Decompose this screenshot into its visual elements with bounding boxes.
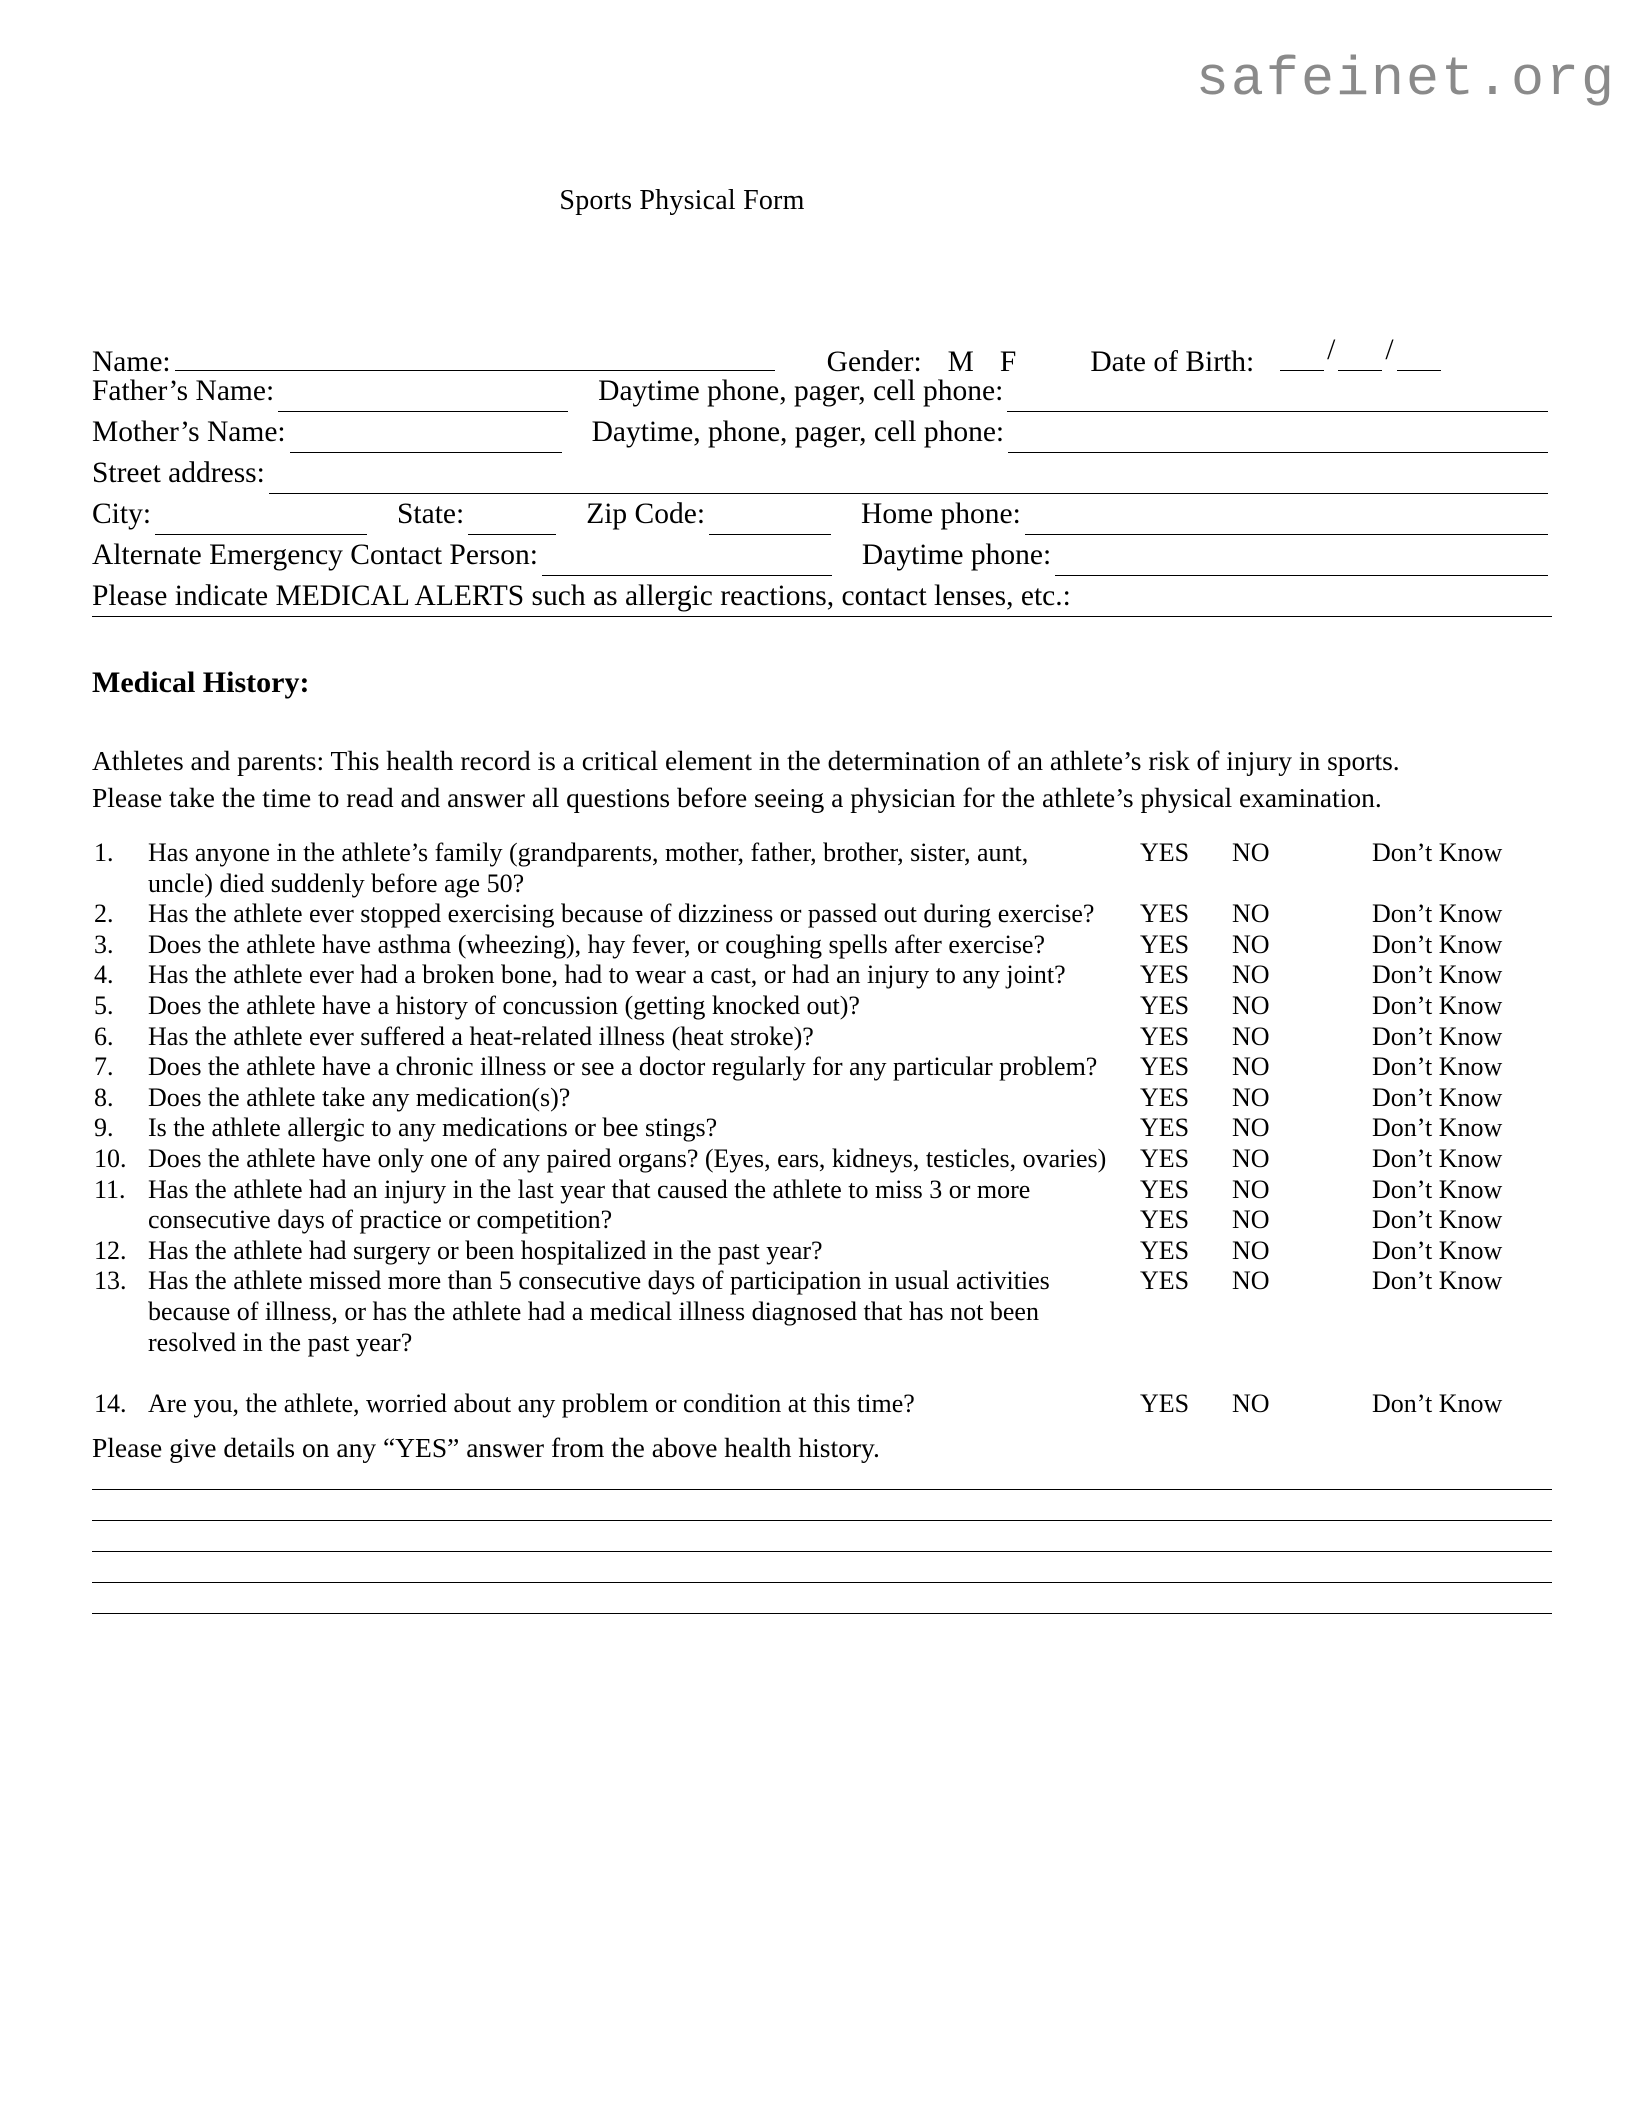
page-title xyxy=(0,185,1644,217)
alternate-contact-input[interactable] xyxy=(542,548,832,576)
answer-options xyxy=(1140,1175,1552,1206)
zip-code-input[interactable] xyxy=(709,507,831,535)
question-number: 10. xyxy=(94,1143,127,1173)
name-row xyxy=(92,330,1552,378)
question-text: Has the athlete ever stopped exercising because of dizziness or passed out during exercise? xyxy=(148,899,1095,929)
answer-options xyxy=(1140,1022,1552,1053)
medical-history-intro xyxy=(92,742,1552,816)
answer-option-yes[interactable]: YES xyxy=(1140,899,1190,929)
answer-option-dont-know[interactable]: Don’t Know xyxy=(1372,929,1503,959)
question-row xyxy=(92,899,1552,930)
dob-separator-2: / xyxy=(1385,334,1394,366)
question-row xyxy=(92,1328,1552,1359)
intro-line-1: Athletes and parents: This health record is a critical element in the determination of an athlete’s risk of injury in sports. xyxy=(92,745,1400,776)
question-number: 9. xyxy=(94,1113,114,1143)
question-row xyxy=(92,960,1552,991)
answer-option-no[interactable]: NO xyxy=(1232,1021,1270,1051)
question-row xyxy=(92,1205,1552,1236)
question-row xyxy=(92,930,1552,961)
question-row xyxy=(92,1113,1552,1144)
home-phone-label: Home phone: xyxy=(861,498,1021,530)
father-name-label: Father’s Name: xyxy=(92,375,275,407)
dob-day-field[interactable] xyxy=(1338,345,1382,371)
street-address-row xyxy=(92,453,1552,494)
answer-option-dont-know[interactable]: Don’t Know xyxy=(1372,960,1503,990)
answer-options xyxy=(1140,899,1552,930)
answer-options xyxy=(1140,1083,1552,1114)
dob-separator-1: / xyxy=(1327,334,1336,366)
mother-name-input[interactable] xyxy=(290,425,562,453)
dob-month-field[interactable] xyxy=(1280,345,1324,371)
answer-option-yes[interactable]: YES xyxy=(1140,1388,1190,1418)
father-phone-label: Daytime phone, pager, cell phone: xyxy=(598,375,1004,407)
question-number: 5. xyxy=(94,990,114,1020)
name-label: Name: xyxy=(92,346,171,378)
question-text: Does the athlete have a chronic illness or see a doctor regularly for any particular problem? xyxy=(148,1052,1098,1082)
answer-option-yes[interactable]: YES xyxy=(1140,1174,1190,1204)
details-write-line[interactable] xyxy=(92,1582,1552,1583)
answer-options xyxy=(1140,1113,1552,1144)
question-text: consecutive days of practice or competition? xyxy=(148,1205,613,1235)
question-number: 7. xyxy=(94,1052,114,1082)
answer-options xyxy=(1140,1389,1552,1420)
city-input[interactable] xyxy=(155,507,367,535)
answer-option-dont-know[interactable]: Don’t Know xyxy=(1372,1143,1503,1173)
answer-option-yes[interactable]: YES xyxy=(1140,1143,1190,1173)
answer-option-dont-know[interactable]: Don’t Know xyxy=(1372,1205,1503,1235)
answer-options xyxy=(1140,960,1552,991)
street-address-input[interactable] xyxy=(269,466,1548,494)
answer-option-yes[interactable]: YES xyxy=(1140,960,1190,990)
question-row xyxy=(92,1144,1552,1175)
details-write-line[interactable] xyxy=(92,1551,1552,1552)
answer-option-yes[interactable]: YES xyxy=(1140,838,1190,867)
medical-history-heading: Medical History: xyxy=(92,666,310,699)
question-text: Does the athlete have only one of any paired organs? (Eyes, ears, kidneys, testicles, ovaries) xyxy=(148,1143,1107,1173)
question-text: Does the athlete have a history of concussion (getting knocked out)? xyxy=(148,990,860,1020)
question-number: 4. xyxy=(94,960,114,990)
answer-option-dont-know[interactable]: Don’t Know xyxy=(1372,1021,1503,1051)
question-row xyxy=(92,1236,1552,1267)
question-row xyxy=(92,838,1552,869)
medical-alerts-label: Please indicate MEDICAL ALERTS such as allergic reactions, contact lenses, etc.: xyxy=(92,580,1071,612)
question-row xyxy=(92,869,1552,900)
question-number: 1. xyxy=(94,838,114,867)
answer-option-dont-know[interactable]: Don’t Know xyxy=(1372,1174,1503,1204)
answer-options xyxy=(1140,991,1552,1022)
city-state-zip-row xyxy=(92,494,1552,535)
answer-option-yes[interactable]: YES xyxy=(1140,1205,1190,1235)
question-number: 11. xyxy=(94,1174,126,1204)
answer-option-dont-know[interactable]: Don’t Know xyxy=(1372,1113,1503,1143)
question-text: Are you, the athlete, worried about any problem or condition at this time? xyxy=(148,1388,915,1418)
question-row xyxy=(92,1052,1552,1083)
answer-option-yes[interactable]: YES xyxy=(1140,1113,1190,1143)
question-text: Does the athlete have asthma (wheezing), hay fever, or coughing spells after exercise? xyxy=(148,929,1046,959)
answer-option-yes[interactable]: YES xyxy=(1140,1021,1190,1051)
header-divider xyxy=(92,616,1552,617)
answer-option-no[interactable]: NO xyxy=(1232,1235,1270,1265)
city-label: City: xyxy=(92,498,152,530)
answer-option-yes[interactable]: YES xyxy=(1140,1235,1190,1265)
answer-option-no[interactable]: NO xyxy=(1232,1052,1270,1082)
details-write-line[interactable] xyxy=(92,1489,1552,1490)
question-row xyxy=(92,1022,1552,1053)
answer-option-yes[interactable]: YES xyxy=(1140,1266,1190,1296)
answer-option-yes[interactable]: YES xyxy=(1140,1052,1190,1082)
medical-history-question-list xyxy=(92,838,1552,1419)
answer-options xyxy=(1140,1052,1552,1083)
dob-year-field[interactable] xyxy=(1397,345,1441,371)
answer-option-no[interactable]: NO xyxy=(1232,899,1270,929)
answer-options xyxy=(1140,1144,1552,1175)
question-row xyxy=(92,1083,1552,1114)
page-title-text: Sports Physical Form xyxy=(559,185,805,216)
alternate-daytime-phone-label: Daytime phone: xyxy=(861,539,1052,571)
zip-code-label: Zip Code: xyxy=(586,498,706,530)
question-text: Has the athlete missed more than 5 consecutive days of participation in usual activities xyxy=(148,1266,1050,1296)
answer-option-no[interactable]: NO xyxy=(1232,838,1270,867)
question-row xyxy=(92,1297,1552,1328)
question-number: 6. xyxy=(94,1021,114,1051)
answer-option-no[interactable]: NO xyxy=(1232,1205,1270,1235)
state-input[interactable] xyxy=(468,507,556,535)
father-phone-input[interactable] xyxy=(1007,384,1548,412)
answer-option-no[interactable]: NO xyxy=(1232,1174,1270,1204)
question-number: 14. xyxy=(94,1388,127,1418)
question-row xyxy=(92,1175,1552,1206)
answer-option-no[interactable]: NO xyxy=(1232,1143,1270,1173)
answer-option-no[interactable]: NO xyxy=(1232,960,1270,990)
question-text: Has the athlete had surgery or been hospitalized in the past year? xyxy=(148,1235,823,1265)
question-text: Does the athlete take any medication(s)? xyxy=(148,1082,571,1112)
answer-option-no[interactable]: NO xyxy=(1232,1113,1270,1143)
mother-phone-label: Daytime, phone, pager, cell phone: xyxy=(591,416,1005,448)
question-text: Is the athlete allergic to any medications or bee stings? xyxy=(148,1113,718,1143)
answer-option-dont-know[interactable]: Don’t Know xyxy=(1372,990,1503,1020)
answer-option-no[interactable]: NO xyxy=(1232,990,1270,1020)
question-row xyxy=(92,1389,1552,1420)
question-text: because of illness, or has the athlete had a medical illness diagnosed that has not been xyxy=(148,1296,1039,1326)
gender-option-female[interactable]: F xyxy=(999,346,1017,378)
details-write-line[interactable] xyxy=(92,1613,1552,1614)
answer-options xyxy=(1140,1266,1552,1297)
answer-options xyxy=(1140,1205,1552,1236)
mother-phone-input[interactable] xyxy=(1008,425,1548,453)
medical-alerts-row xyxy=(92,576,1552,617)
question-number: 13. xyxy=(94,1266,127,1296)
answer-option-yes[interactable]: YES xyxy=(1140,929,1190,959)
answer-options xyxy=(1140,1236,1552,1267)
alternate-daytime-phone-input[interactable] xyxy=(1055,548,1548,576)
question-number: 8. xyxy=(94,1082,114,1112)
question-text: resolved in the past year? xyxy=(148,1327,413,1357)
question-number: 2. xyxy=(94,899,114,929)
father-row xyxy=(92,371,1552,412)
answer-option-dont-know[interactable]: Don’t Know xyxy=(1372,1388,1503,1418)
name-input[interactable] xyxy=(175,343,775,371)
answer-option-yes[interactable]: YES xyxy=(1140,1082,1190,1112)
question-text: Has the athlete ever had a broken bone, had to wear a cast, or had an injury to any joint? xyxy=(148,960,1066,990)
mother-row xyxy=(92,412,1552,453)
answer-options xyxy=(1140,838,1552,869)
medical-alerts-input[interactable] xyxy=(1075,589,1548,617)
alternate-contact-row xyxy=(92,535,1552,576)
answer-option-dont-know[interactable]: Don’t Know xyxy=(1372,1266,1503,1296)
question-text: uncle) died suddenly before age 50? xyxy=(148,868,525,898)
alternate-contact-label: Alternate Emergency Contact Person: xyxy=(92,539,538,571)
gender-label: Gender: xyxy=(826,346,922,378)
street-address-label: Street address: xyxy=(92,457,265,489)
site-watermark: safeinet.org xyxy=(1195,48,1616,111)
mother-name-label: Mother’s Name: xyxy=(92,416,286,448)
answer-option-no[interactable]: NO xyxy=(1232,1082,1270,1112)
answer-options xyxy=(1140,930,1552,961)
question-text: Has anyone in the athlete’s family (grandparents, mother, father, brother, sister, aunt, xyxy=(148,838,1029,867)
answer-option-dont-know[interactable]: Don’t Know xyxy=(1372,838,1503,867)
question-spacer xyxy=(92,1358,1552,1389)
question-row xyxy=(92,1266,1552,1297)
question-text: Has the athlete had an injury in the last year that caused the athlete to miss 3 or more xyxy=(148,1174,1031,1204)
answer-option-dont-know[interactable]: Don’t Know xyxy=(1372,1052,1503,1082)
details-prompt: Please give details on any “YES” answer from the above health history. xyxy=(92,1432,880,1463)
answer-option-yes[interactable]: YES xyxy=(1140,990,1190,1020)
date-of-birth-input[interactable] xyxy=(1280,330,1440,371)
details-write-line[interactable] xyxy=(92,1520,1552,1521)
gender-option-male[interactable]: M xyxy=(947,346,974,378)
home-phone-input[interactable] xyxy=(1025,507,1548,535)
date-of-birth-label: Date of Birth: xyxy=(1090,346,1255,378)
question-number: 3. xyxy=(94,929,114,959)
answer-option-dont-know[interactable]: Don’t Know xyxy=(1372,1082,1503,1112)
identity-fields-block xyxy=(92,330,1552,617)
question-text: Has the athlete ever suffered a heat-related illness (heat stroke)? xyxy=(148,1021,814,1051)
answer-option-no[interactable]: NO xyxy=(1232,1266,1270,1296)
question-row xyxy=(92,991,1552,1022)
answer-option-dont-know[interactable]: Don’t Know xyxy=(1372,1235,1503,1265)
state-label: State: xyxy=(397,498,465,530)
father-name-input[interactable] xyxy=(278,384,568,412)
intro-line-2: Please take the time to read and answer all questions before seeing a physician for the athlete’s physical examination. xyxy=(92,782,1382,813)
answer-option-dont-know[interactable]: Don’t Know xyxy=(1372,899,1503,929)
answer-option-no[interactable]: NO xyxy=(1232,1388,1270,1418)
answer-option-no[interactable]: NO xyxy=(1232,929,1270,959)
question-number: 12. xyxy=(94,1235,127,1265)
